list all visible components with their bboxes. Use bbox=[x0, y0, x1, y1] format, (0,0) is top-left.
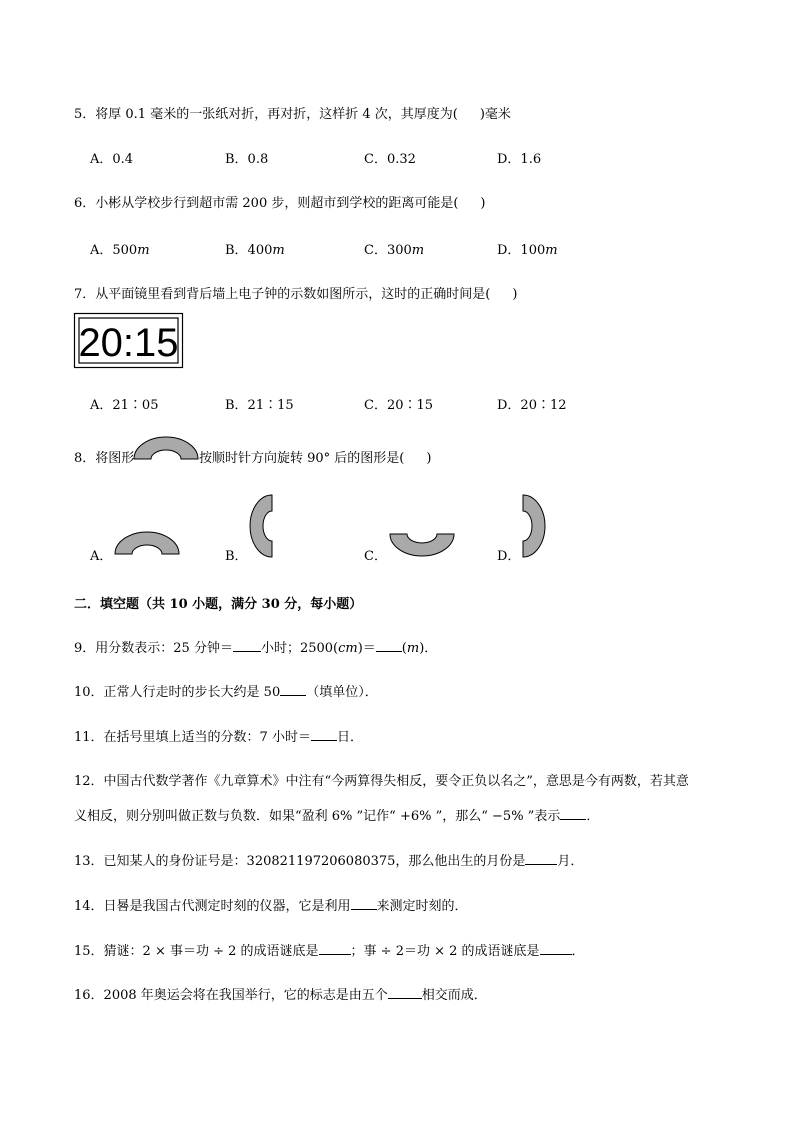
question-6 bbox=[74, 192, 486, 211]
q15-blank-2[interactable] bbox=[540, 942, 572, 955]
question-10 bbox=[74, 681, 378, 700]
q11-blank[interactable] bbox=[311, 728, 337, 741]
q5-option-a[interactable]: A．0.4 bbox=[90, 152, 134, 167]
q6-option-d[interactable] bbox=[497, 239, 558, 258]
q8-option-a-shape[interactable] bbox=[114, 531, 180, 555]
q8-stem-a: 8．将图形 bbox=[74, 451, 135, 466]
q5-option-d[interactable]: D．1.6 bbox=[497, 152, 542, 167]
question-16 bbox=[74, 984, 487, 1003]
q6-stem: 6．小彬从学校步行到超市需 200 步，则超市到学校的距离可能是( bbox=[74, 196, 459, 211]
question-9 bbox=[74, 637, 437, 656]
q8-original-arch-shape bbox=[133, 436, 199, 460]
q6-option-b-unit: m bbox=[272, 243, 285, 258]
question-5 bbox=[74, 103, 511, 122]
q8-option-c-shape[interactable] bbox=[389, 533, 455, 557]
q7-option-b[interactable]: B．21∶15 bbox=[225, 398, 294, 413]
q9-text-4: ( bbox=[401, 641, 407, 656]
q13-text-1: 13．已知某人的身份证号是：320821197206080375，那么他出生的月份是 bbox=[74, 854, 526, 869]
clock-digits: 20:15 bbox=[78, 321, 179, 365]
q7-option-d[interactable]: D．20∶12 bbox=[497, 398, 567, 413]
q6-option-d-text: D．100 bbox=[497, 243, 546, 258]
q7-stem: 7．从平面镜里看到背后墙上电子钟的示数如图所示，这时的正确时间是( bbox=[74, 287, 491, 302]
q12-text-2: 义相反，则分别叫做正数与负数．如果“盈利 6% ”记作“ +6% ”，那么“ −5% ”表示 bbox=[74, 809, 561, 824]
q7-option-a[interactable]: A．21∶05 bbox=[90, 398, 159, 413]
q16-text-1: 16．2008 年奥运会将在我国举行，它的标志是由五个 bbox=[74, 988, 388, 1003]
q11-text-1: 11．在括号里填上适当的分数：7 小时＝ bbox=[74, 730, 311, 745]
q5-stem: 5．将厚 0.1 毫米的一张纸对折，再对折，这样折 4 次，其厚度为( bbox=[74, 107, 458, 122]
q6-option-a-unit: m bbox=[137, 243, 150, 258]
q6-option-b-text: B．400 bbox=[225, 243, 273, 258]
q8-option-b-shape[interactable] bbox=[249, 494, 273, 558]
q9-text-1: 9．用分数表示：25 分钟＝ bbox=[74, 641, 233, 656]
q8-option-d-shape[interactable] bbox=[522, 494, 546, 558]
q14-blank[interactable] bbox=[351, 897, 377, 910]
digital-clock-figure bbox=[74, 313, 184, 369]
q10-blank[interactable] bbox=[280, 683, 306, 696]
q12-tail: ． bbox=[586, 809, 600, 824]
q7-option-c[interactable]: C．20∶15 bbox=[364, 398, 434, 413]
q9-text-5: )． bbox=[419, 641, 438, 656]
q9-text-3: )＝ bbox=[357, 641, 376, 656]
q6-option-c[interactable] bbox=[364, 239, 424, 258]
question-7 bbox=[74, 283, 517, 302]
q9-blank-2[interactable] bbox=[376, 639, 402, 652]
q15-blank-1[interactable] bbox=[319, 942, 351, 955]
q8-option-b[interactable]: B． bbox=[225, 549, 248, 564]
q5-option-c[interactable]: C．0.32 bbox=[364, 152, 416, 167]
q8-option-c[interactable]: C． bbox=[364, 549, 387, 564]
q8-option-a[interactable]: A． bbox=[90, 549, 113, 564]
q9-blank-1[interactable] bbox=[233, 639, 261, 652]
q6-option-a[interactable] bbox=[90, 239, 150, 258]
q5-tail: )毫米 bbox=[479, 107, 511, 122]
q16-blank[interactable] bbox=[388, 986, 422, 999]
question-14 bbox=[74, 895, 468, 914]
question-11 bbox=[74, 726, 363, 745]
q15-text-3: ． bbox=[571, 944, 585, 959]
q12-blank[interactable] bbox=[560, 807, 586, 820]
question-12-line-2 bbox=[74, 805, 599, 824]
q10-text-1: 10．正常人行走时的步长大约是 50 bbox=[74, 685, 281, 700]
q6-option-b[interactable] bbox=[225, 239, 285, 258]
q7-tail: ) bbox=[512, 287, 518, 302]
q15-text-2: ；事 ÷ 2＝功 × 2 的成语谜底是 bbox=[350, 944, 540, 959]
q6-option-c-text: C．300 bbox=[364, 243, 412, 258]
q8-stem-b bbox=[199, 447, 431, 466]
q9-unit-cm: cm bbox=[338, 641, 358, 656]
q16-text-2: 相交而成． bbox=[421, 988, 487, 1003]
q6-option-d-unit: m bbox=[545, 243, 558, 258]
q9-unit-m: m bbox=[406, 641, 420, 656]
q8-tail: ) bbox=[426, 451, 432, 466]
q8-stem-b-text: 按顺时针方向旋转 90° 后的图形是( bbox=[199, 451, 405, 466]
q6-option-c-unit: m bbox=[411, 243, 425, 258]
q5-option-b[interactable]: B．0.8 bbox=[225, 152, 269, 167]
question-15 bbox=[74, 940, 585, 959]
q13-blank[interactable] bbox=[525, 852, 557, 865]
q11-text-2: 日． bbox=[336, 730, 363, 745]
q6-option-a-text: A．500 bbox=[90, 243, 138, 258]
q14-text-2: 来测定时刻的． bbox=[376, 899, 468, 914]
question-13 bbox=[74, 850, 583, 869]
q8-option-d[interactable]: D． bbox=[497, 549, 521, 564]
q14-text-1: 14．日晷是我国古代测定时刻的仪器，它是利用 bbox=[74, 899, 351, 914]
q9-text-2: 小时；2500( bbox=[260, 641, 339, 656]
q10-text-2: （填单位）． bbox=[306, 685, 378, 700]
q15-text-1: 15．猜谜：2 × 事＝功 ÷ 2 的成语谜底是 bbox=[74, 944, 319, 959]
section-2-heading: 二．填空题（共 10 小题，满分 30 分，每小题） bbox=[74, 597, 363, 612]
q6-tail: ) bbox=[480, 196, 486, 211]
question-12-line-1: 12．中国古代数学著作《九章算术》中注有“今两算得失相反，要令正负以名之”，意思是今有两数，若其意 bbox=[74, 774, 689, 789]
q13-text-2: 月． bbox=[557, 854, 584, 869]
